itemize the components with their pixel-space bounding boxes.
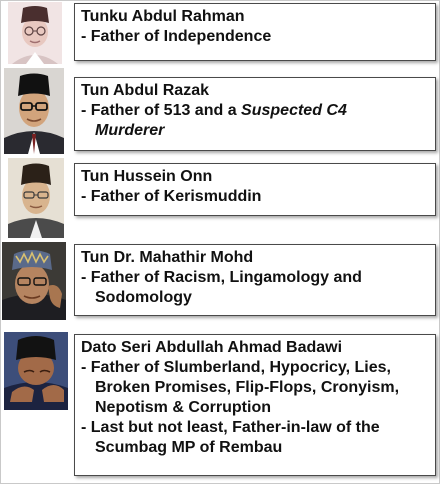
leader-name-2: Tun Abdul Razak bbox=[81, 82, 209, 99]
leader-name-4: Tun Dr. Mahathir Mohd bbox=[81, 249, 254, 266]
caption-box-5 bbox=[74, 334, 436, 476]
leader-row-4 bbox=[0, 240, 440, 322]
leader-name-5: Dato Seri Abdullah Ahmad Badawi bbox=[81, 339, 343, 356]
portrait-drawing-5 bbox=[4, 332, 68, 410]
portrait-3 bbox=[8, 158, 64, 238]
portrait-drawing-4 bbox=[2, 242, 66, 320]
leader-title-5b: - Last but not least, Father-in-law of the Scumbag MP of Rembau bbox=[81, 419, 380, 456]
leader-title-1: - Father of Independence bbox=[81, 28, 272, 45]
caption-box-4 bbox=[74, 244, 436, 316]
caption-box-2 bbox=[74, 77, 436, 151]
leader-row-3 bbox=[0, 156, 440, 240]
caption-box-3 bbox=[74, 163, 436, 216]
portrait-1 bbox=[8, 2, 62, 64]
portrait-drawing-1 bbox=[8, 2, 62, 64]
leader-title-2-continued: Murderer bbox=[95, 122, 165, 139]
leader-title-2-italic: Suspected C4 bbox=[241, 102, 347, 119]
leader-title-4: - Father of Racism, Lingamology and Sodomology bbox=[81, 269, 362, 306]
portrait-5 bbox=[4, 332, 68, 410]
leader-title-3: - Father of Kerismuddin bbox=[81, 188, 262, 205]
leader-row-1 bbox=[0, 0, 440, 66]
leader-row-5 bbox=[0, 326, 440, 482]
portrait-drawing-3 bbox=[8, 158, 64, 238]
portrait-drawing-2 bbox=[4, 68, 64, 154]
portrait-2 bbox=[4, 68, 64, 154]
leader-row-2 bbox=[0, 66, 440, 154]
leader-name-1: Tunku Abdul Rahman bbox=[81, 8, 245, 25]
leader-title-5a: - Father of Slumberland, Hypocricy, Lies, Broken Promises, Flip-Flops, Cronyism, Nepotism & Corruption bbox=[81, 359, 400, 416]
leader-title-2 bbox=[81, 101, 429, 121]
caption-box-1 bbox=[74, 3, 436, 61]
portrait-4 bbox=[2, 242, 66, 320]
leader-title-2-prefix: - Father of 513 and a bbox=[81, 102, 242, 119]
leader-name-3: Tun Hussein Onn bbox=[81, 168, 213, 185]
